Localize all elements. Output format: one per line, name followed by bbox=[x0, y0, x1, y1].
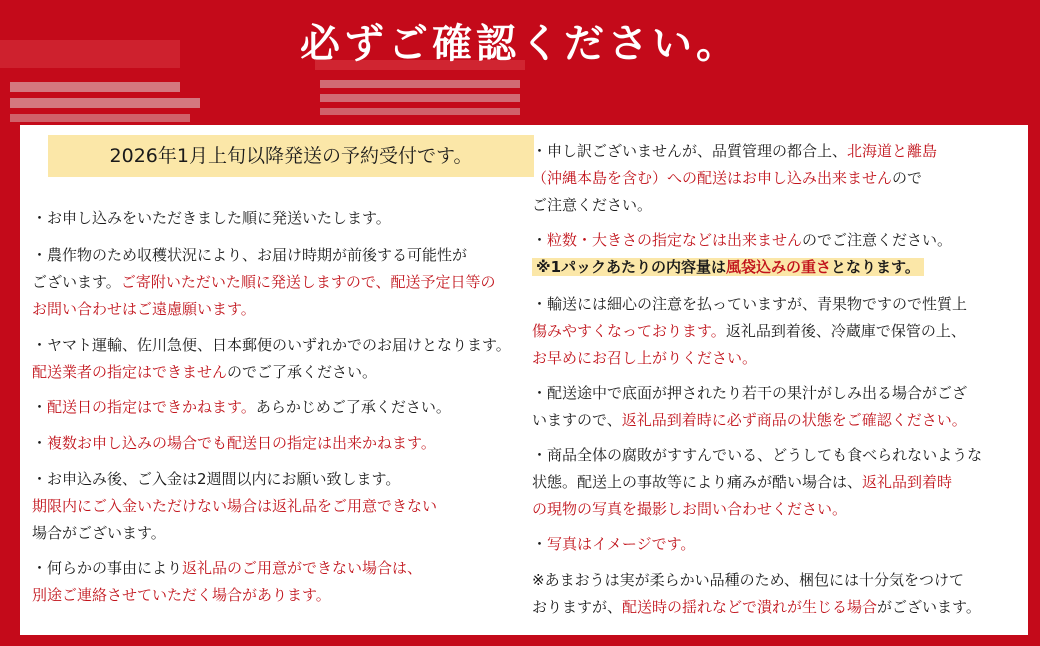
notice-item: ・輸送には細心の注意を払っていますが、青果物ですので性質上 傷みやすくなっております。返礼品到着後、冷蔵庫で保管の上、 お早めにお召し上がりください。 bbox=[532, 295, 968, 367]
notice-item: ・商品全体の腐敗がすすんでいる、どうしても食べられないような 状態。配送上の事故等により痛みが酷い場合は、返礼品到着時 の現物の写真を撮影しお問い合わせください。 bbox=[532, 446, 983, 518]
notice-item: ・お申し込みをいただきました順に発送いたします。 bbox=[32, 209, 391, 227]
notice-item: ※あまおうは実が柔らかい品種のため、梱包には十分気をつけて おりますが、配送時の揺れなどで潰れが生じる場合がございます。 bbox=[532, 571, 981, 616]
reservation-banner: 2026年1月上旬以降発送の予約受付です。 bbox=[48, 135, 534, 177]
notice-item: ・農作物のため収穫状況により、お届け時期が前後する可能性が ございます。ご寄附いただいた順に発送しますので、配送予定日等の お問い合わせはご遠慮願います。 bbox=[32, 246, 496, 318]
notice-item: ・お申込み後、ご入金は2週間以内にお願い致します。 期限内にご入金いただけない場合は返礼品をご用意できない 場合がございます。 bbox=[32, 470, 438, 542]
notice-item: ・配送日の指定はできかねます。あらかじめご了承ください。 bbox=[32, 398, 451, 416]
notice-item: ・申し訳ございませんが、品質管理の都合上、北海道と離島 （沖縄本島を含む）への配送はお申し込み出来ませんので ご注意ください。 bbox=[532, 142, 938, 214]
page-title: 必ずご確認ください。 bbox=[300, 21, 740, 67]
notice-item: ・写真はイメージです。 bbox=[532, 535, 696, 553]
notice-item: ・複数お申し込みの場合でも配送日の指定は出来かねます。 bbox=[32, 434, 436, 452]
notice-item: ・配送途中で底面が押されたり若干の果汁がしみ出る場合がござ いますので、返礼品到着時に必ず商品の状態をご確認ください。 bbox=[532, 384, 968, 429]
notice-item: ・ヤマト運輸、佐川急便、日本郵便のいずれかでのお届けとなります。 配送業者の指定はできませんのでご了承ください。 bbox=[32, 336, 511, 381]
notice-panel bbox=[20, 125, 1028, 635]
tare-weight-note: ※1パックあたりの内容量は風袋込みの重さとなります。 bbox=[532, 258, 924, 276]
faded-background-text bbox=[315, 60, 535, 120]
notice-item: ・何らかの事由により返礼品のご用意ができない場合は、 別途ご連絡させていただく場合があります。 bbox=[32, 559, 423, 604]
notice-item: ・粒数・大きさの指定などは出来ませんのでご注意ください。 ※1パックあたりの内容量は風袋込みの重さとなります。 bbox=[532, 231, 953, 276]
